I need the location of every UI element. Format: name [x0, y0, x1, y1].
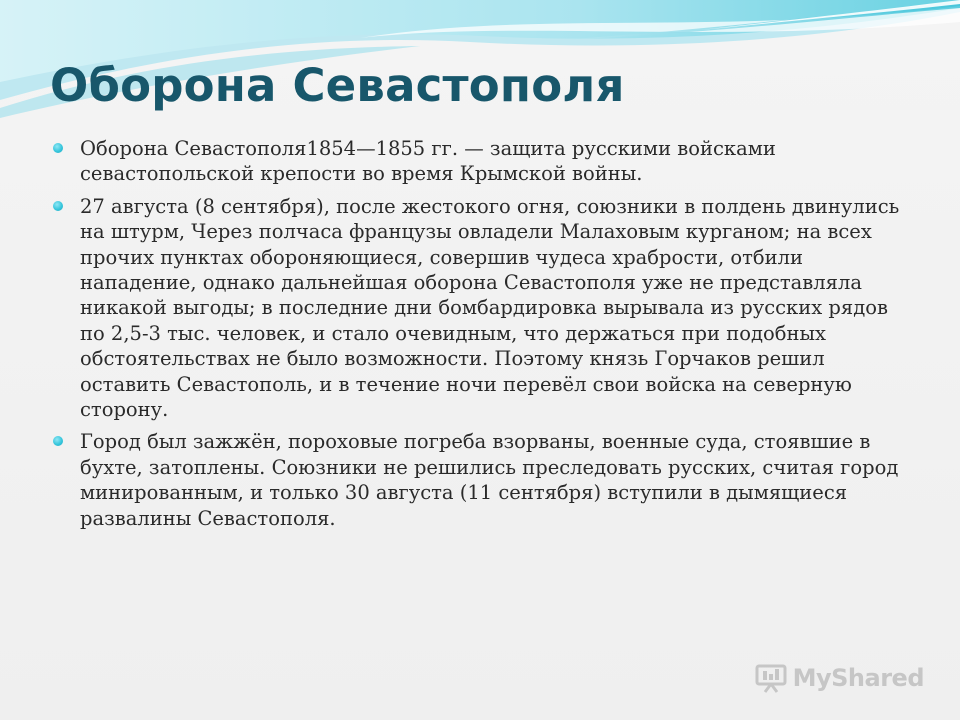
- bullet-item: [80, 429, 912, 531]
- bullet-text: Город был зажжён, пороховые погреба взорваны, военные суда, стоявшие в бухте, затоплены. Союзники не решились преследовать русских, считая город минированным, и только 30 августа (11 сентября) вступили в дымящиеся развалины Севастополя.: [80, 430, 899, 530]
- bullet-text: Оборона Севастополя1854—1855 гг. — защита русскими войсками севастопольской крепости во время Крымской войны.: [80, 137, 776, 186]
- bullet-dot-icon: [53, 436, 63, 446]
- bullet-item: [80, 136, 912, 187]
- presentation-board-icon: [754, 663, 788, 693]
- bullet-item: [80, 194, 912, 423]
- bullet-text: 27 августа (8 сентября), после жестокого огня, союзники в полдень двинулись на штурм, Через полчаса французы овладели Малаховым курганом; на всех прочих пунктах обороняющиеся, совершив чудеса храбрости, отбили нападение, однако дальнейшая оборона Севастополя уже не представляла никакой выгоды; в последние дни бомбардировка вырывала из русских рядов по 2,5-3 тыс. человек, и стало очевидным, что держаться при подобных обстоятельствах не было возможности. Поэтому князь Горчаков решил оставить Севастополь, и в течение ночи перевёл свои войска на северную сторону.: [80, 194, 900, 422]
- slide-title: Оборона Севастополя: [50, 59, 625, 112]
- bullet-list: [80, 136, 912, 531]
- watermark-logo: [754, 663, 924, 693]
- watermark-text: MyShared: [792, 664, 924, 692]
- slide-content: [80, 136, 912, 538]
- bullet-dot-icon: [53, 143, 63, 153]
- bullet-dot-icon: [53, 201, 63, 211]
